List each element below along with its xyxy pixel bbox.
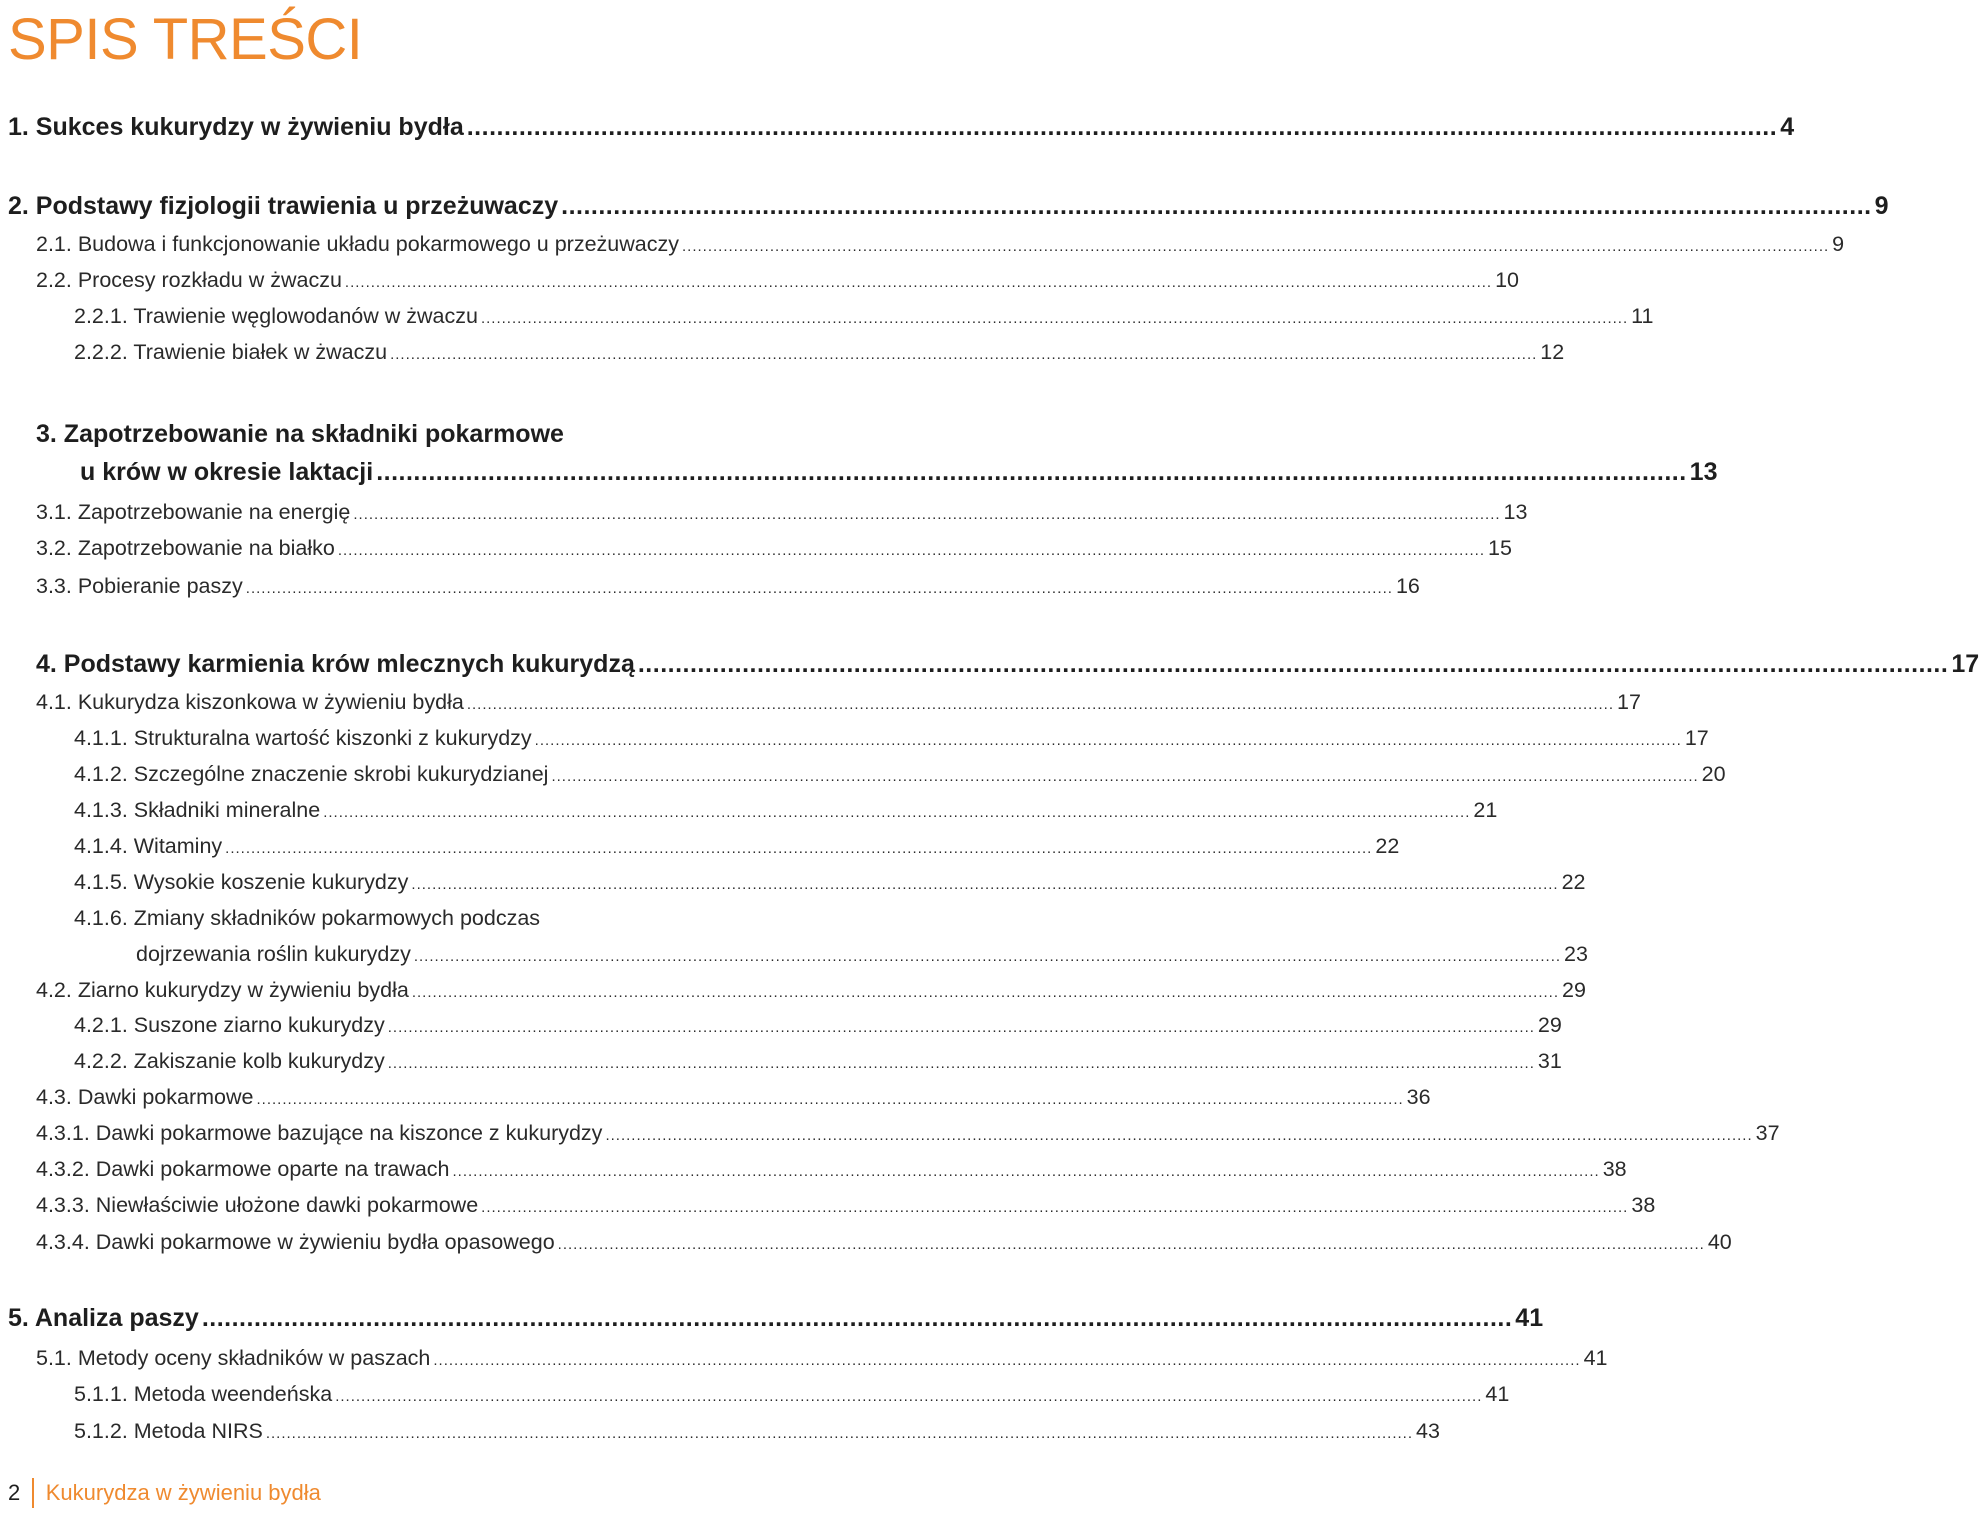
toc-entry-4-1-1[interactable] xyxy=(74,726,1709,751)
toc-entry-page: 23 xyxy=(1564,942,1588,966)
toc-entry-4-1-3[interactable] xyxy=(74,798,1498,823)
toc-entry-4-1-6-line1[interactable]: 4.1.6. Zmiany składników pokarmowych podczas xyxy=(74,906,541,930)
dot-leader: .............................................................................................................................................................................................................................. xyxy=(480,310,1629,327)
toc-entry-page: 38 xyxy=(1631,1193,1656,1217)
dot-leader: .............................................................................................................................................................................................................................. xyxy=(344,274,1493,291)
toc-entry-2[interactable] xyxy=(8,192,1889,221)
toc-entry-label: 4.1.3. Składniki mineralne xyxy=(74,798,321,822)
dot-leader: .............................................................................................................................................................................................................................. xyxy=(466,696,1615,713)
toc-entry-3-3[interactable] xyxy=(36,574,1420,599)
dot-leader: ................................................................................................................................................................................ xyxy=(201,1304,1513,1332)
toc-entry-page: 9 xyxy=(1832,232,1845,256)
toc-entry-page: 43 xyxy=(1416,1419,1440,1443)
toc-entry-2-2[interactable] xyxy=(36,268,1520,293)
toc-entry-label: 2.1. Budowa i funkcjonowanie układu pokarmowego u przeżuwaczy xyxy=(36,232,679,256)
toc-entry-label: 3.3. Pobieranie paszy xyxy=(36,574,243,598)
toc-entry-label: 2. Podstawy fizjologii trawienia u przeżuwaczy xyxy=(8,192,559,220)
dot-leader: .............................................................................................................................................................................................................................. xyxy=(390,346,1538,363)
toc-entry-page: 40 xyxy=(1707,1230,1732,1254)
toc-entry-4[interactable] xyxy=(36,650,1979,679)
toc-entry-page: 37 xyxy=(1755,1121,1780,1145)
dot-leader: .............................................................................................................................................................................................................................. xyxy=(534,732,1682,749)
dot-leader: .............................................................................................................................................................................................................................. xyxy=(256,1091,1404,1108)
dot-leader: .............................................................................................................................................................................................................................. xyxy=(335,1388,1483,1405)
dot-leader: .............................................................................................................................................................................................................................. xyxy=(413,948,1562,965)
toc-entry-label: 4.3.4. Dawki pokarmowe w żywieniu bydła opasowego xyxy=(36,1230,555,1254)
toc-entry-label: 5.1.1. Metoda weendeńska xyxy=(74,1382,333,1406)
footer-divider xyxy=(32,1478,34,1508)
dot-leader: .............................................................................................................................................................................................................................. xyxy=(681,238,1830,255)
toc-entry-page: 21 xyxy=(1473,798,1498,822)
toc-entry-page: 13 xyxy=(1503,500,1528,524)
toc-entry-page: 41 xyxy=(1515,1304,1544,1332)
toc-entry-page: 15 xyxy=(1488,536,1512,560)
dot-leader: .............................................................................................................................................................................................................................. xyxy=(353,506,1501,523)
dot-leader: .............................................................................................................................................................................................................................. xyxy=(452,1163,1600,1180)
toc-entry-label: 1. Sukces kukurydzy w żywieniu bydła xyxy=(8,113,464,141)
toc-entry-page: 17 xyxy=(1684,726,1709,750)
toc-entry-5-1-1[interactable] xyxy=(74,1382,1510,1407)
toc-entry-3-line1[interactable]: 3. Zapotrzebowanie na składniki pokarmowe xyxy=(36,420,564,448)
toc-entry-4-3[interactable] xyxy=(36,1085,1431,1110)
toc-entry-4-3-3[interactable] xyxy=(36,1193,1656,1218)
toc-entry-4-1-2[interactable] xyxy=(74,762,1726,787)
toc-entry-5-1[interactable] xyxy=(36,1346,1608,1371)
toc-entry-label: 4.2.1. Suszone ziarno kukurydzy xyxy=(74,1013,385,1037)
toc-entry-4-3-1[interactable] xyxy=(36,1121,1780,1146)
dot-leader: .............................................................................................................................................................................................................................. xyxy=(433,1352,1581,1369)
toc-entry-5[interactable] xyxy=(8,1304,1544,1333)
dot-leader: .............................................................................................................................................................................................................................. xyxy=(481,1199,1629,1216)
toc-entry-4-1-6[interactable] xyxy=(136,942,1588,967)
dot-leader: .............................................................................................................................................................................................................................. xyxy=(323,804,1471,821)
toc-entry-page: 36 xyxy=(1406,1085,1431,1109)
toc-entry-label: 4.2.2. Zakiszanie kolb kukurydzy xyxy=(74,1049,385,1073)
toc-entry-page: 29 xyxy=(1537,1013,1562,1037)
toc-entry-page: 22 xyxy=(1561,870,1586,894)
toc-entry-4-2[interactable] xyxy=(36,978,1586,1003)
dot-leader: .............................................................................................................................................................................................................................. xyxy=(557,1236,1705,1253)
page-footer xyxy=(8,1478,321,1508)
toc-entry-label: 5. Analiza paszy xyxy=(8,1304,199,1332)
toc-entry-page: 12 xyxy=(1540,340,1565,364)
toc-entry-4-1-4[interactable] xyxy=(74,834,1400,859)
footer-publication-title: Kukurydza w żywieniu bydła xyxy=(45,1480,321,1505)
toc-entry-label: 4.2. Ziarno kukurydzy w żywieniu bydła xyxy=(36,978,409,1002)
dot-leader: ................................................................................................................................................................................ xyxy=(637,650,1949,678)
dot-leader: .............................................................................................................................................................................................................................. xyxy=(387,1019,1535,1036)
toc-entry-label: 4.1. Kukurydza kiszonkowa w żywieniu bydła xyxy=(36,690,464,714)
toc-entry-label: u krów w okresie laktacji xyxy=(80,458,374,486)
toc-entry-4-3-4[interactable] xyxy=(36,1230,1732,1255)
dot-leader: ................................................................................................................................................................................ xyxy=(466,113,1778,141)
toc-entry-2-2-1[interactable] xyxy=(74,304,1654,329)
toc-entry-page: 29 xyxy=(1562,978,1586,1002)
toc-entry-3-1[interactable] xyxy=(36,500,1528,525)
toc-entry-label: 4.1.5. Wysokie koszenie kukurydzy xyxy=(74,870,409,894)
toc-entry-label: 4.3. Dawki pokarmowe xyxy=(36,1085,254,1109)
toc-entry-page: 11 xyxy=(1631,304,1654,328)
toc-entry-4-2-1[interactable] xyxy=(74,1013,1562,1038)
toc-entry-label: dojrzewania roślin kukurydzy xyxy=(136,942,411,966)
toc-entry-label: 4.3.1. Dawki pokarmowe bazujące na kiszonce z kukurydzy xyxy=(36,1121,603,1145)
toc-entry-page: 4 xyxy=(1780,113,1795,141)
toc-entry-2-2-2[interactable] xyxy=(74,340,1565,365)
toc-entry-page: 10 xyxy=(1495,268,1520,292)
toc-entry-label: 2.2.1. Trawienie węglowodanów w żwaczu xyxy=(74,304,478,328)
dot-leader: ................................................................................................................................................................................ xyxy=(561,192,1872,220)
toc-entry-page: 31 xyxy=(1537,1049,1562,1073)
toc-entry-2-1[interactable] xyxy=(36,232,1845,257)
toc-entry-3[interactable] xyxy=(80,458,1718,487)
dot-leader: .............................................................................................................................................................................................................................. xyxy=(225,840,1373,857)
toc-entry-page: 22 xyxy=(1375,834,1400,858)
dot-leader: .............................................................................................................................................................................................................................. xyxy=(337,542,1485,559)
toc-entry-label: 4.1.1. Strukturalna wartość kiszonki z kukurydzy xyxy=(74,726,532,750)
toc-entry-3-2[interactable] xyxy=(36,536,1512,561)
toc-entry-page: 13 xyxy=(1689,458,1718,486)
footer-page-number: 2 xyxy=(8,1480,21,1505)
toc-entry-label: 5.1. Metody oceny składników w paszach xyxy=(36,1346,431,1370)
toc-entry-page: 16 xyxy=(1395,574,1420,598)
toc-entry-label: 4.1.4. Witaminy xyxy=(74,834,223,858)
dot-leader: .............................................................................................................................................................................................................................. xyxy=(551,768,1699,785)
toc-entry-4-1-5[interactable] xyxy=(74,870,1586,895)
dot-leader: .............................................................................................................................................................................................................................. xyxy=(605,1127,1753,1144)
toc-entry-label: 4.3.3. Niewłaściwie ułożone dawki pokarmowe xyxy=(36,1193,479,1217)
toc-entry-page: 38 xyxy=(1602,1157,1627,1181)
toc-entry-5-1-2[interactable] xyxy=(74,1419,1440,1444)
toc-entry-1[interactable] xyxy=(8,113,1795,142)
dot-leader: ................................................................................................................................................................................ xyxy=(376,458,1687,486)
toc-entry-page: 17 xyxy=(1617,690,1641,714)
toc-entry-label: 2.2.2. Trawienie białek w żwaczu xyxy=(74,340,388,364)
toc-entry-label: 3.1. Zapotrzebowanie na energię xyxy=(36,500,351,524)
toc-entry-4-3-2[interactable] xyxy=(36,1157,1627,1182)
toc-entry-page: 9 xyxy=(1874,192,1889,220)
toc-entry-4-1[interactable] xyxy=(36,690,1641,715)
toc-entry-4-2-2[interactable] xyxy=(74,1049,1562,1074)
dot-leader: .............................................................................................................................................................................................................................. xyxy=(265,1425,1414,1442)
toc-entry-page: 41 xyxy=(1583,1346,1608,1370)
toc-entry-page: 17 xyxy=(1951,650,1979,678)
toc-entry-label: 2.2. Procesy rozkładu w żwaczu xyxy=(36,268,342,292)
toc-entry-label: 5.1.2. Metoda NIRS xyxy=(74,1419,263,1443)
toc-entry-label: 4. Podstawy karmienia krów mlecznych kukurydzą xyxy=(36,650,635,678)
toc-entry-label: 3.2. Zapotrzebowanie na białko xyxy=(36,536,335,560)
dot-leader: .............................................................................................................................................................................................................................. xyxy=(245,580,1393,597)
dot-leader: .............................................................................................................................................................................................................................. xyxy=(387,1055,1535,1072)
dot-leader: .............................................................................................................................................................................................................................. xyxy=(411,984,1560,1001)
toc-entry-page: 20 xyxy=(1701,762,1726,786)
toc-entry-label: 4.1.2. Szczególne znaczenie skrobi kukurydzianej xyxy=(74,762,549,786)
toc-entry-page: 41 xyxy=(1485,1382,1510,1406)
dot-leader: .............................................................................................................................................................................................................................. xyxy=(411,876,1559,893)
toc-entry-label: 4.3.2. Dawki pokarmowe oparte na trawach xyxy=(36,1157,450,1181)
page-title: SPIS TREŚCI xyxy=(8,7,363,72)
